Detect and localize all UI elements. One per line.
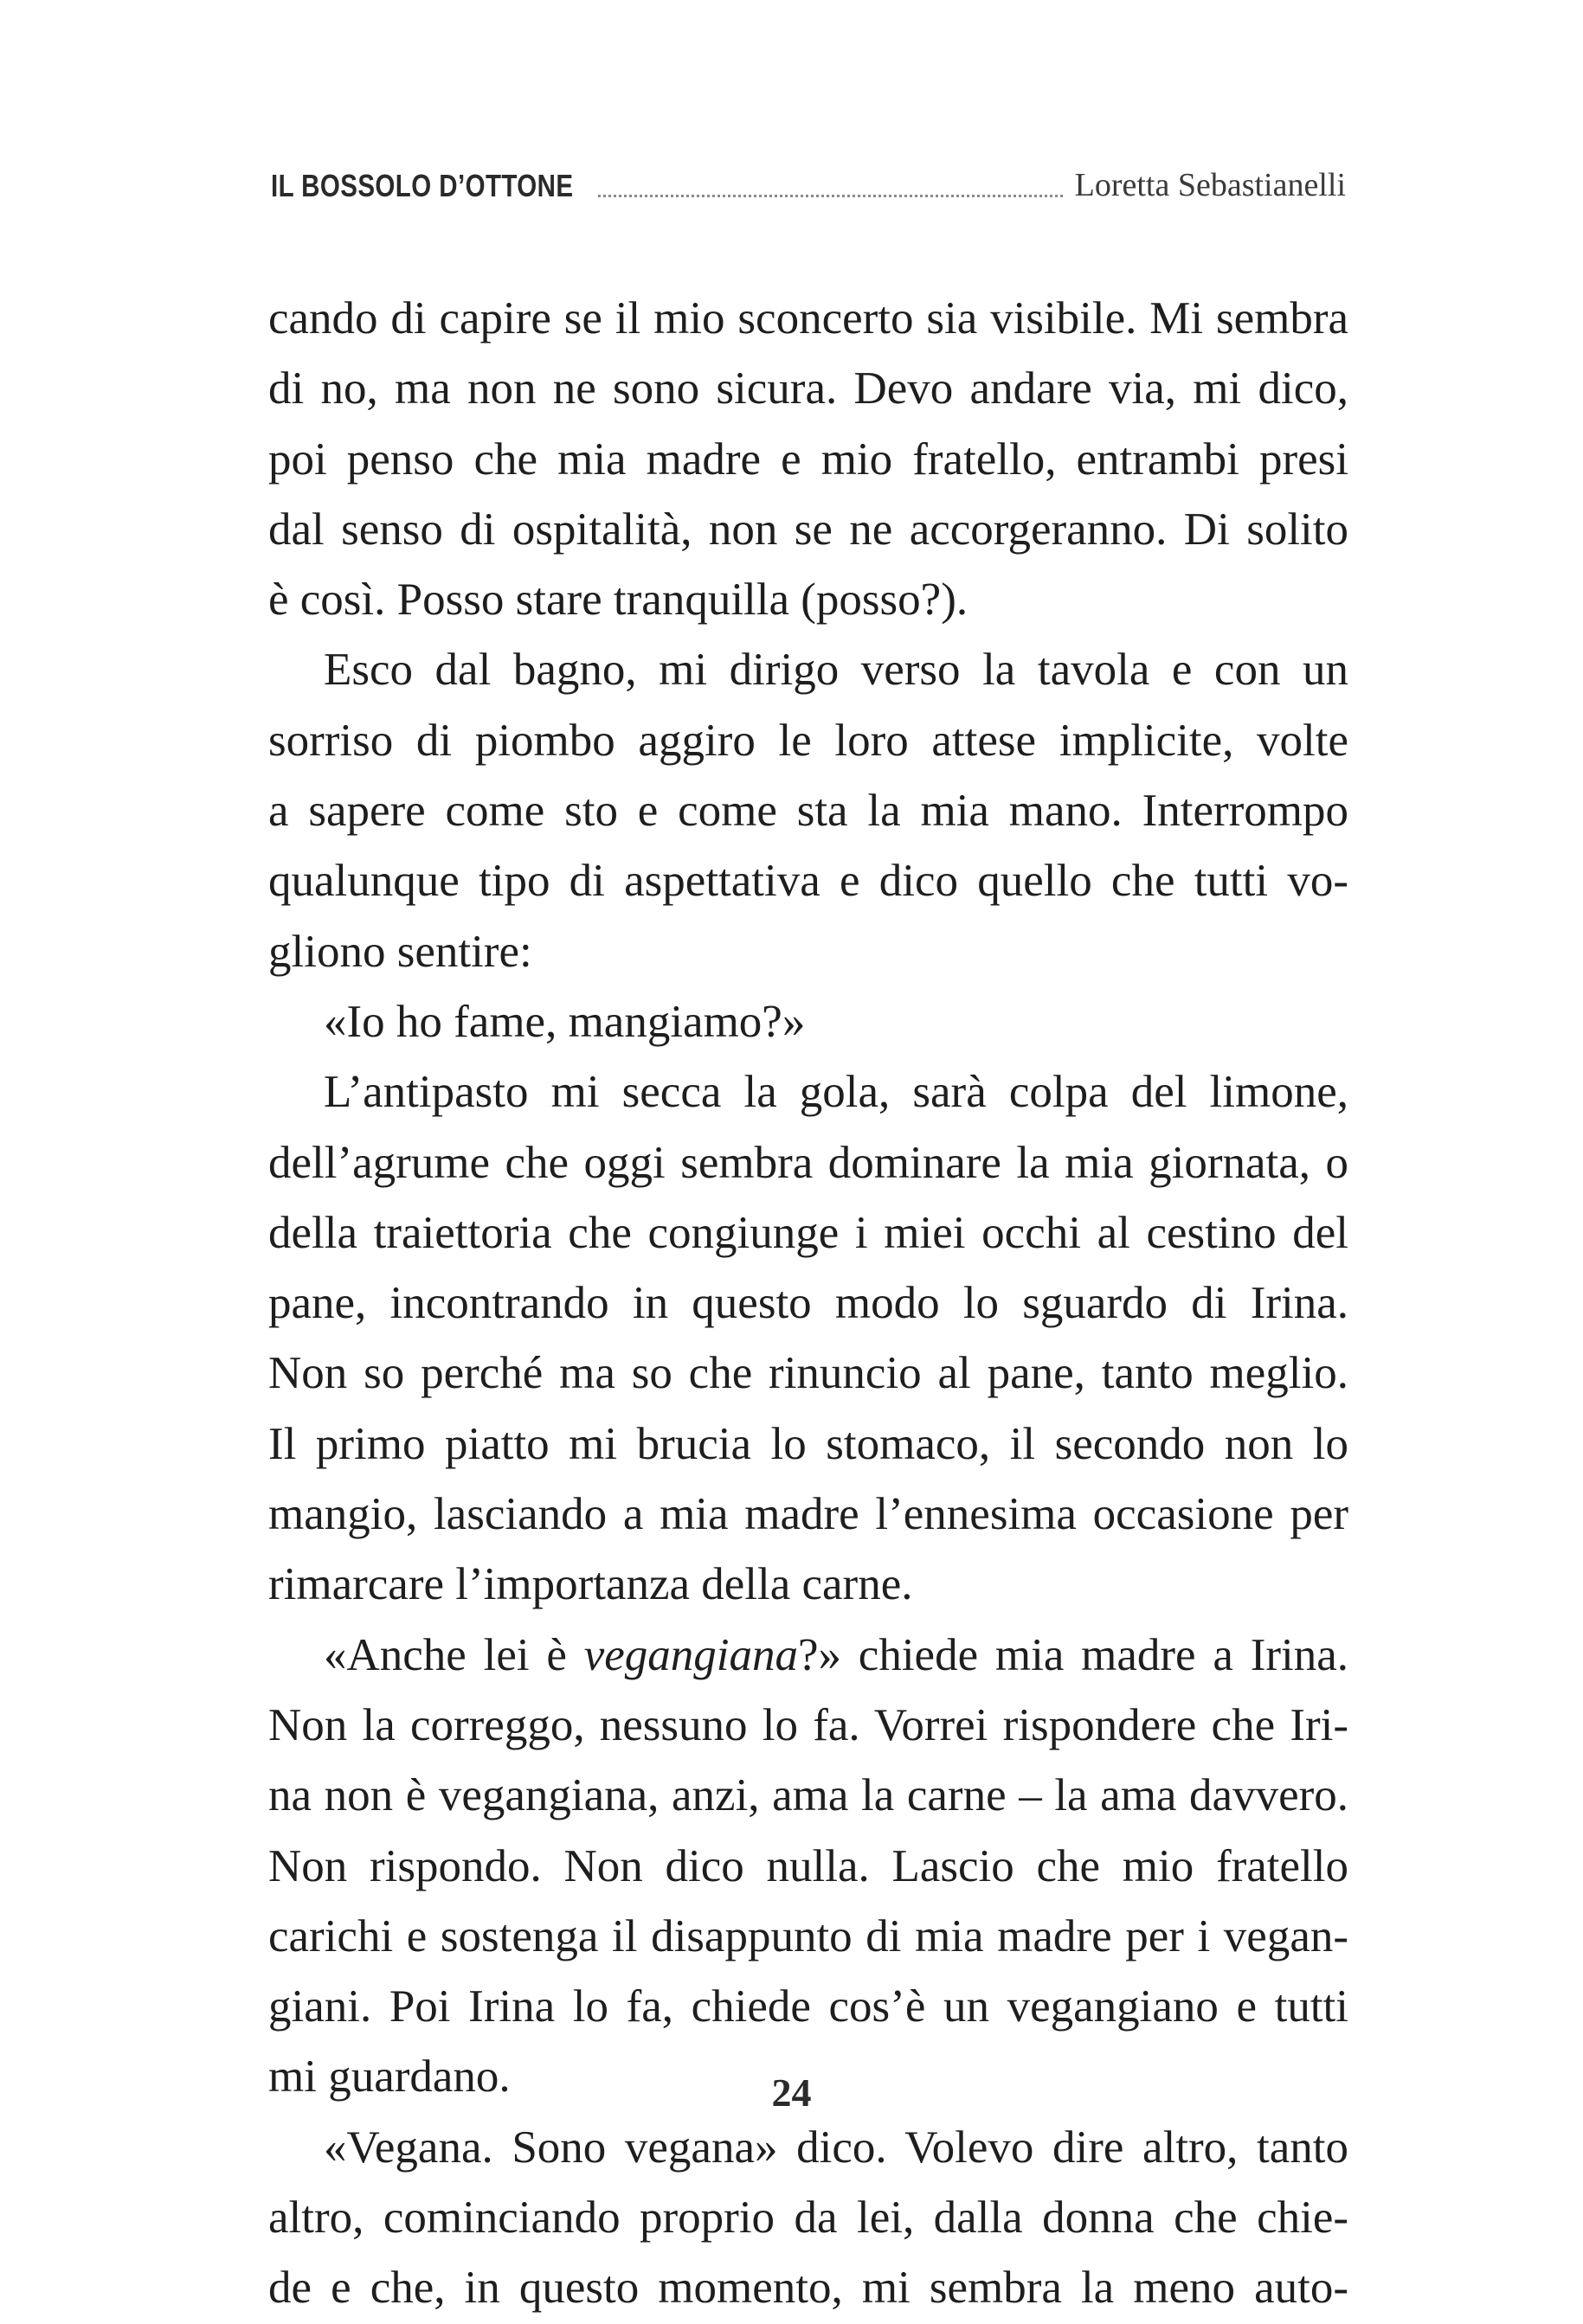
- text-line: «Vegana. Sono vegana» dico. Volevo dire altro, tanto: [324, 2122, 1348, 2173]
- text-line: Esco dal bagno, mi dirigo verso la tavola e con un: [324, 645, 1348, 696]
- running-header: [271, 152, 1346, 204]
- text-line: pane, incontrando in questo modo lo sguardo di Irina.: [268, 1278, 1348, 1329]
- text-line: sorriso di piombo aggiro le loro attese implicite, volte: [268, 715, 1348, 766]
- text-line: altro, cominciando proprio da lei, dalla donna che chie-: [268, 2192, 1348, 2244]
- text-line: dal senso di ospitalità, non se ne accorgeranno. Di solito: [268, 504, 1348, 555]
- text-line: na non è vegangiana, anzi, ama la carne – la ama davvero.: [268, 1770, 1348, 1821]
- text-segment: «Anche lei è: [324, 1629, 584, 1680]
- text-line: poi penso che mia madre e mio fratello, entrambi presi: [268, 433, 1348, 485]
- text-line: carichi e sostenga il disappunto di mia madre per i vegan-: [268, 1910, 1348, 1961]
- text-line: Non rispondo. Non dico nulla. Lascio che mio fratello: [268, 1840, 1348, 1891]
- text-line: dell’agrume che oggi sembra dominare la mia giornata, o: [268, 1137, 1348, 1188]
- dotted-leader: [598, 195, 1062, 197]
- author-name: Loretta Sebastianelli: [1074, 167, 1346, 203]
- text-line: gliono sentire:: [268, 926, 532, 977]
- text-line: a sapere come sto e come sta la mia mano. Interrompo: [268, 786, 1348, 837]
- text-line: di no, ma non ne sono sicura. Devo andare via, mi dico,: [268, 363, 1348, 414]
- book-title: IL BOSSOLO D’OTTONE: [271, 168, 574, 203]
- text-line: de e che, in questo momento, mi sembra la meno auto-: [268, 2263, 1348, 2314]
- text-line: della traiettoria che congiunge i miei occhi al cestino del: [268, 1207, 1348, 1258]
- text-line: qualunque tipo di aspettativa e dico quello che tutti vo-: [268, 856, 1348, 907]
- text-line: Non la correggo, nessuno lo fa. Vorrei rispondere che Iri-: [268, 1699, 1348, 1750]
- page-number: 24: [771, 2070, 812, 2115]
- text-line: rimarcare l’importanza della carne.: [268, 1559, 913, 1610]
- text-line: Il primo piatto mi brucia lo stomaco, il secondo non lo: [268, 1418, 1348, 1469]
- text-line: giani. Poi Irina lo fa, chiede cos’è un vegangiano e tutti: [268, 1981, 1348, 2032]
- text-line: cando di capire se il mio sconcerto sia visibile. Mi sembra: [268, 293, 1348, 343]
- text-line: mi guardano.: [268, 2051, 511, 2103]
- italic-word: vegangiana: [583, 1629, 798, 1680]
- dialogue-line: «Io ho fame, mangiamo?»: [324, 996, 806, 1047]
- text-line-with-italic: [268, 1621, 1348, 1691]
- text-line: mangio, lasciando a mia madre l’ennesima occasione per: [268, 1489, 1348, 1540]
- text-segment: ?» chiede mia madre a Irina.: [797, 1629, 1348, 1680]
- text-line: Non so perché ma so che rinuncio al pane, tanto meglio.: [268, 1348, 1348, 1399]
- body-text: [268, 284, 1348, 2324]
- text-line: è così. Posso stare tranquilla (posso?).: [268, 575, 968, 626]
- text-line: L’antipasto mi secca la gola, sarà colpa del limone,: [324, 1067, 1348, 1118]
